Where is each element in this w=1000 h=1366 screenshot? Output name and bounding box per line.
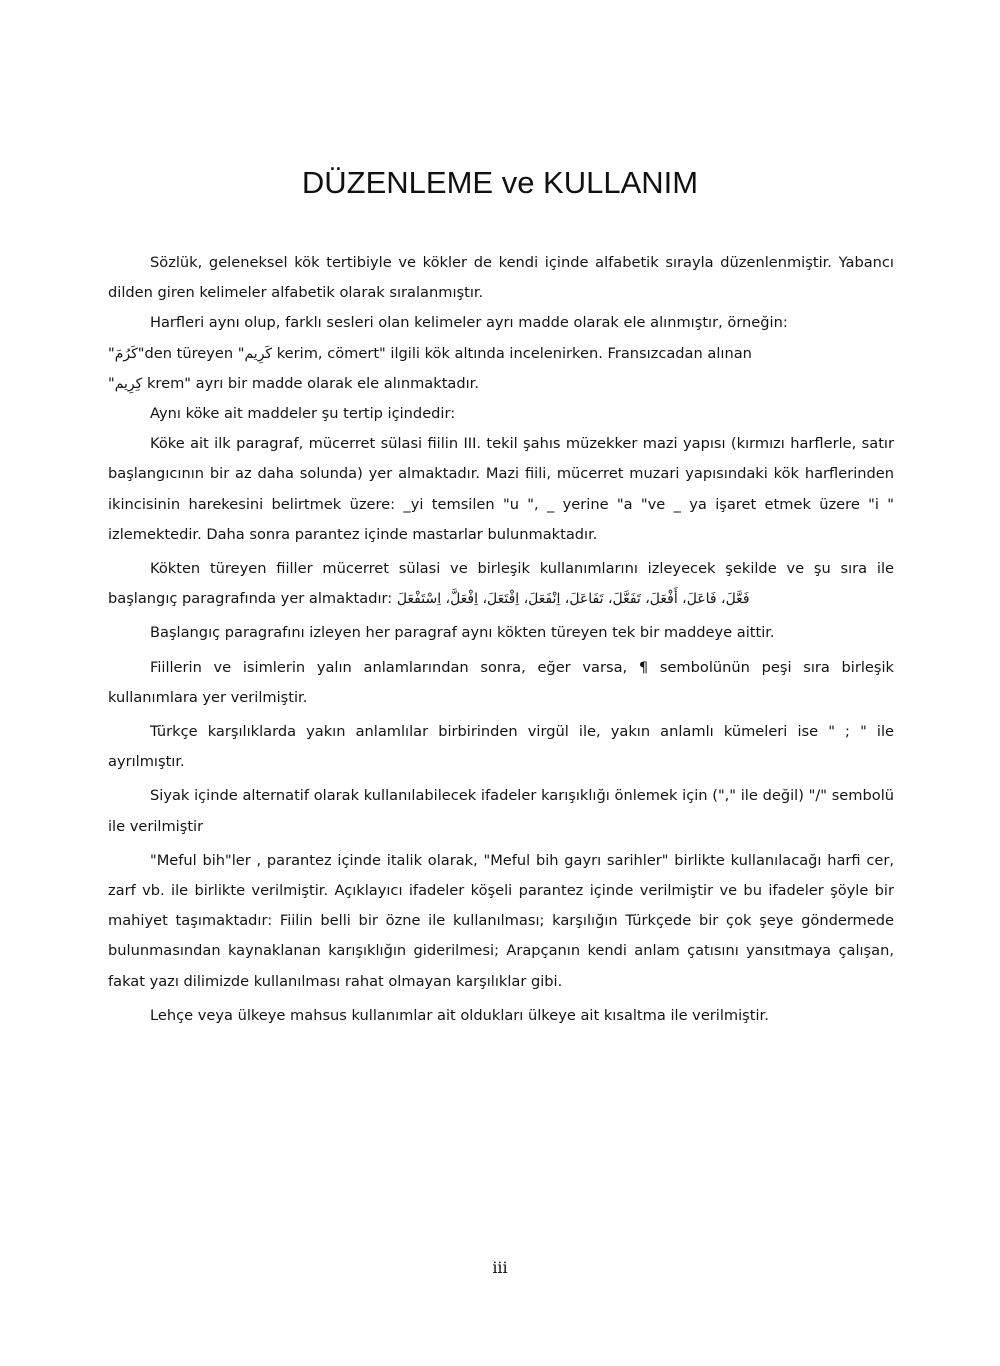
body-text xyxy=(108,248,894,1031)
paragraph-separators: Türkçe karşılıklarda yakın anlamlılar birbirinden virgül ile, yakın anlamlı kümeleri ise " ; " ile ayrılmıştır. xyxy=(108,723,894,771)
example-kerim-gloss: kerim, cömert" ilgili kök altında incelenirken. Fransızcadan alınan xyxy=(276,344,752,362)
krem-text: krem" ayrı bir madde olarak ele alınmaktadır. xyxy=(146,374,479,392)
page-number: iii xyxy=(492,1258,508,1277)
arabic-verb-forms: فَعَّلَ، فَاعَلَ، أَفْعَلَ، تَفَعَّلَ، تَفَاعَلَ، اِنْفَعَلَ، اِفْتَعَلَ، اِفْعَلَّ، اِسْتَفْعَلَ xyxy=(396,591,750,608)
example-den-tureyen: "den türeyen " xyxy=(137,344,245,362)
arabic-krem: كِرِيم xyxy=(114,375,143,392)
arabic-kerume: كَرُمَ xyxy=(114,345,138,362)
paragraph-intro: Sözlük, geleneksel kök tertibiyle ve kökler de kendi içinde alfabetik sırayla düzenlenmiştir. Yabancı dilden giren kelimeler alfabetik olarak sıralanmıştır. xyxy=(108,254,894,302)
paragraph-order: Aynı köke ait maddeler şu tertip içindedir: xyxy=(150,405,456,423)
paragraph-derived-verbs xyxy=(108,554,894,614)
page-title: DÜZENLEME ve KULLANIM xyxy=(301,165,699,200)
paragraph-example: "كَرُمَ"den türeyen "كَرِيم kerim, cömert" ilgili kök altında incelenirken. Fransızcadan alınan xyxy=(108,344,752,362)
paragraph-dialects: Lehçe veya ülkeye mahsus kullanımlar ait oldukları ülkeye ait kısaltma ile verilmiştir. xyxy=(150,1006,769,1024)
paragraph-meful-bih: "Meful bih"ler , parantez içinde italik olarak, "Meful bih gayrı sarihler" birlikte kullanılacağı harfi cer, zarf vb. ile birlikte verilmiştir. Açıklayıcı ifadeler köşeli parantez içinde verilmiştir ve bu ifadeler şöyle bir mahiyet taşımaktadır: Fiilin belli bir özne ile kullanılması; karşılığın Türkçede bir çok şeye göndermede bulunmasından kaynaklanan karışıklığın giderilmesi; Arapçanın kendi anlam çatısını yansıtmaya çalışan, fakat yazı dilimizde kullanılması rahat olmayan karşılıklar gibi. xyxy=(108,851,894,990)
derived-verbs-text: Kökten türeyen fiiller mücerret sülasi ve birleşik kullanımlarını izleyecek şekilde ve şu sıra ile başlangıç paragrafında yer almaktadır: xyxy=(108,560,894,608)
arabic-kerim: كَرِيم xyxy=(244,345,273,362)
paragraph-compound-usage: Fiillerin ve isimlerin yalın anlamlarından sonra, eğer varsa, ¶ sembolünün peşi sıra birleşik kullanımlara yer verilmiştir. xyxy=(108,658,894,706)
paragraph-following: Başlangıç paragrafını izleyen her paragraf aynı kökten türeyen tek bir maddeye aittir. xyxy=(150,624,775,642)
paragraph-first-root: Köke ait ilk paragraf, mücerret sülasi fiilin III. tekil şahıs müzekker mazi yapısı (kırmızı harflerle, satır başlangıcının bir az daha solunda) yer almaktadır. Mazi fiili, mücerret muzari yapısındaki kök harflerinden ikincisinin harekesini belirtmek üzere: _yi temsilen "u ", _ yerine "a "ve _ ya işaret etmek üzere "i " izlemektedir. Daha sonra parantez içinde mastarlar bulunmaktadır. xyxy=(108,435,894,543)
paragraph-alternatives: Siyak içinde alternatif olarak kullanılabilecek ifadeler karışıklığı önlemek için ("," ile değil) "/" sembolü ile verilmiştir xyxy=(108,787,894,835)
paragraph-krem: "كِرِيم krem" ayrı bir madde olarak ele alınmaktadır. xyxy=(108,374,479,392)
paragraph-same-letters: Harfleri aynı olup, farklı sesleri olan kelimeler ayrı madde olarak ele alınmıştır, örneğin: xyxy=(150,314,788,332)
